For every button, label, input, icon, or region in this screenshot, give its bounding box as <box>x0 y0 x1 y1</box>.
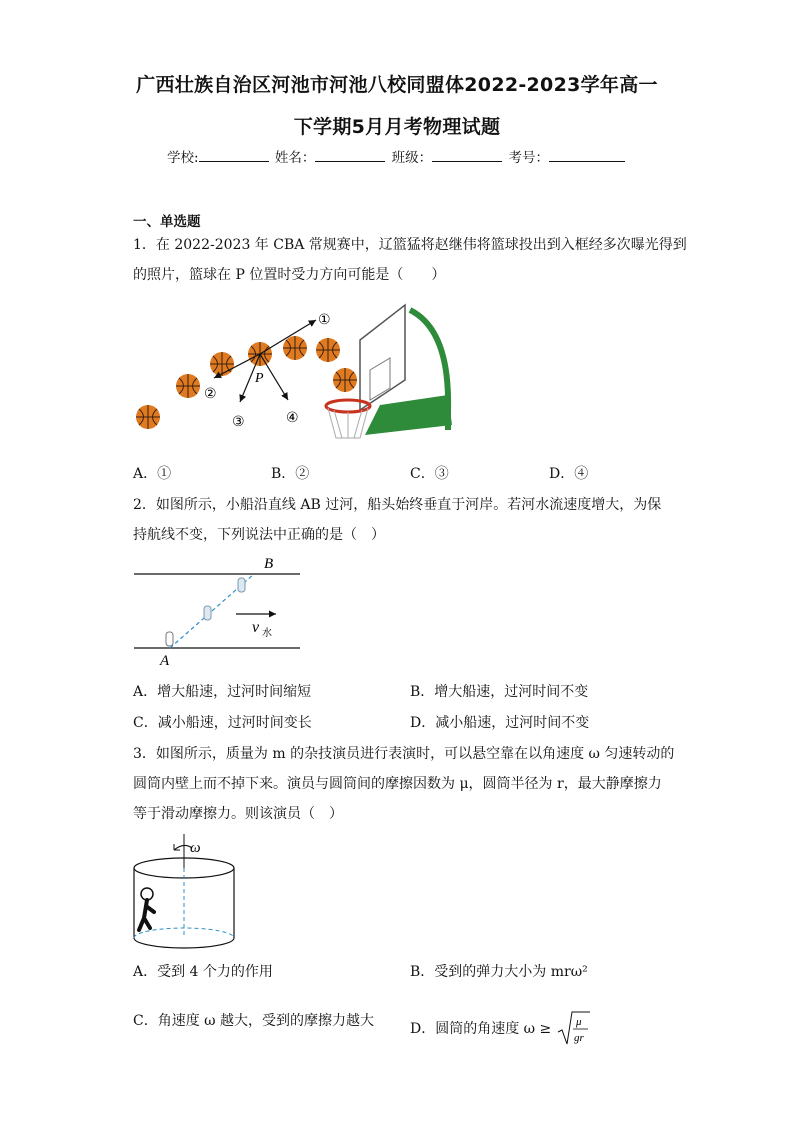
q1-option-b[interactable]: B．② <box>271 466 310 482</box>
label-arrow-2: ② <box>204 386 217 402</box>
q1-option-c[interactable]: C．③ <box>410 466 449 482</box>
class-blank[interactable] <box>432 149 502 162</box>
q2-option-d[interactable]: D．减小船速，过河时间不变 <box>410 715 590 731</box>
q2-text-line1: 2．如图所示，小船沿直线 AB 过河，船头始终垂直于河岸。若河水流速度增大，为保 <box>133 497 662 513</box>
label-v-sub: 水 <box>262 628 272 639</box>
q3-text-line3: 等于滑动摩擦力。则该演员（ ） <box>133 806 343 822</box>
label-arrow-3: ③ <box>232 414 245 430</box>
q1-basketball-figure <box>130 300 460 450</box>
name-label: 姓名： <box>274 150 316 166</box>
exam-no-blank[interactable] <box>549 149 625 162</box>
class-label: 班级： <box>391 150 433 166</box>
q1-text-line2: 的照片，篮球在 P 位置时受力方向可能是（ ） <box>133 267 446 283</box>
sqrt-denominator: gr <box>573 1032 584 1044</box>
q3-option-a[interactable]: A．受到 4 个力的作用 <box>133 964 273 980</box>
sqrt-numerator: μ <box>575 1016 582 1028</box>
q2-text-line2: 持航线不变，下列说法中正确的是（ ） <box>133 527 385 543</box>
q3-option-c[interactable]: C．角速度 ω 越大，受到的摩擦力越大 <box>133 1013 375 1029</box>
q3-text-line2: 圆筒内壁上而不掉下来。演员与圆筒间的摩擦因数为 μ，圆筒半径为 r，最大静摩擦力 <box>133 776 662 792</box>
sqrt-expression <box>556 1010 590 1048</box>
label-omega: ω <box>190 840 201 856</box>
ball-1 <box>136 405 160 429</box>
label-arrow-4: ④ <box>286 410 299 426</box>
school-label: 学校: <box>167 150 199 166</box>
page-title-line1: 广西壮族自治区河池市河池八校同盟体2022-2023学年高一 <box>136 74 658 96</box>
q2-option-a[interactable]: A．增大船速，过河时间缩短 <box>133 684 312 700</box>
school-blank[interactable] <box>199 149 269 162</box>
q3-cylinder-figure <box>130 830 242 950</box>
q1-text-line1: 1．在 2022-2023 年 CBA 常规赛中，辽篮猛将赵继伟将篮球投出到入框经多次曝光得到 <box>133 237 687 253</box>
section-title: 一、单选题 <box>133 214 201 230</box>
q2-option-b[interactable]: B．增大船速，过河时间不变 <box>410 684 589 700</box>
name-blank[interactable] <box>315 149 385 162</box>
performer-icon <box>139 888 154 930</box>
basketball-sequence <box>136 336 357 429</box>
q3-text-line1: 3．如图所示，质量为 m 的杂技演员进行表演时，可以悬空靠在以角速度 ω 匀速转动的 <box>133 746 675 762</box>
boat-icon <box>166 578 245 646</box>
ball-3 <box>210 352 234 376</box>
q3-option-b[interactable]: B．受到的弹力大小为 mrω² <box>410 964 588 980</box>
q1-option-a[interactable]: A．① <box>133 466 172 482</box>
q2-river-figure <box>130 552 310 670</box>
ball-7 <box>333 368 357 392</box>
label-a: A <box>160 653 170 669</box>
q3-option-d-text: D．圆筒的角速度 ω ≥ <box>410 1021 552 1037</box>
student-info-row <box>0 146 794 166</box>
q1-option-d[interactable]: D．④ <box>549 466 589 482</box>
label-p: P <box>255 371 264 386</box>
ball-6 <box>316 338 340 362</box>
ball-2 <box>176 374 200 398</box>
exam-no-label: 考号： <box>508 150 549 166</box>
label-arrow-1: ① <box>318 312 331 328</box>
label-b: B <box>264 556 274 572</box>
page-title-line2: 下学期5月月考物理试题 <box>293 116 501 138</box>
ball-5 <box>283 336 307 360</box>
q3-option-d[interactable] <box>410 1010 590 1048</box>
q2-option-c[interactable]: C．减小船速，过河时间变长 <box>133 715 312 731</box>
label-v: v <box>252 619 260 636</box>
